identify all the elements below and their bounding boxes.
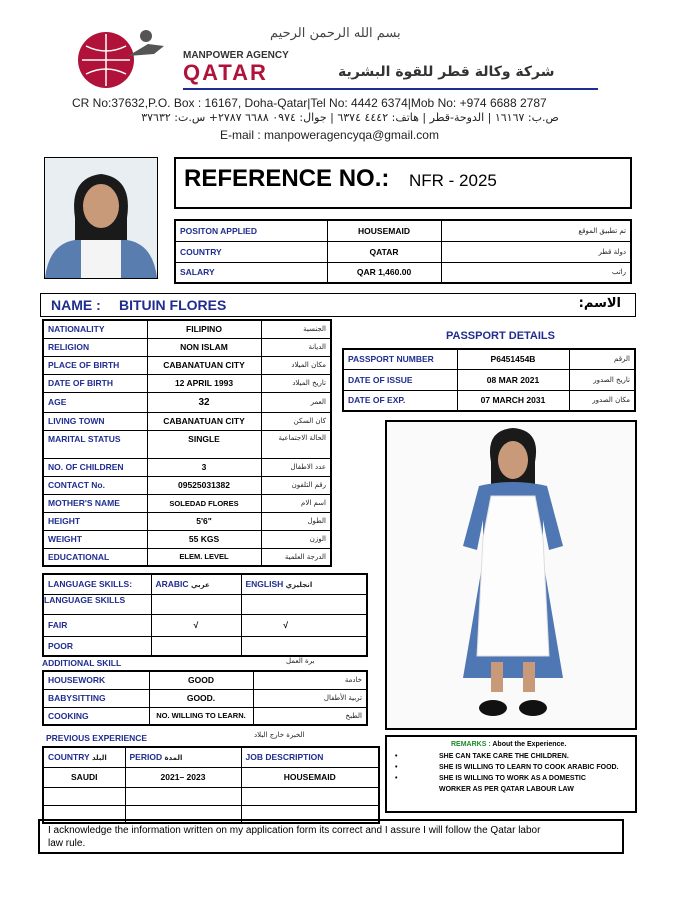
living-town-value: CABANATUAN CITY [147,412,261,430]
passport-title: PASSPORT DETAILS [446,330,555,342]
language-table [42,573,368,657]
passport-number-label: PASSPORT NUMBER [343,349,457,369]
fair-arabic-check: √ [151,614,241,636]
mother-value: SOLEDAD FLORES [147,494,261,512]
table-row [343,390,635,411]
skills-title-arabic: برة العمل [286,657,315,665]
housework-label: HOUSEWORK [43,671,149,689]
position-table [174,219,632,284]
cooking-arabic: الطبخ [253,707,367,725]
agency-name-line2: QATAR [183,60,268,85]
housework-value: GOOD [149,671,253,689]
table-row [43,512,331,530]
religion-label: RELIGION [43,338,147,356]
english-label: ENGLISH [245,579,284,590]
poor-english-check [241,636,367,656]
table-row [43,548,331,566]
country-header-label: COUNTRY [48,752,90,763]
expiry-date-value: 07 MARCH 2031 [457,390,569,411]
table-row [43,574,367,594]
nationality-arabic: الجنسية [261,320,331,338]
weight-arabic: الوزن [261,530,331,548]
country-arabic: دولة قطر [441,241,631,262]
remarks-box [385,735,637,813]
birthplace-label: PLACE OF BIRTH [43,356,147,374]
country-label: COUNTRY [175,241,327,262]
expiry-date-arabic: مكان الصدور [569,390,635,411]
poor-label: POOR [43,636,151,656]
full-body-photo [385,420,637,730]
contact-value: 09525031382 [147,476,261,494]
birthdate-label: DATE OF BIRTH [43,374,147,392]
table-row [43,458,331,476]
exp-job: HOUSEMAID [241,767,379,787]
skills-title: ADDITIONAL SKILL [42,658,122,668]
mother-arabic: اسم الام [261,494,331,512]
education-label: EDUCATIONAL [43,548,147,566]
exp-country: SAUDI [43,767,125,787]
religion-value: NON ISLAM [147,338,261,356]
remarks-title: REMARKS : [451,741,491,748]
exp-period: 2021– 2023 [125,767,241,787]
education-arabic: الدرجة العلمية [261,548,331,566]
height-arabic: الطول [261,512,331,530]
children-label: NO. OF CHILDREN [43,458,147,476]
table-row [43,671,367,689]
table-row [43,787,379,805]
fair-english-check: √ [241,614,367,636]
period-header-arabic: المدة [164,754,183,763]
remark-text: SHE IS WILLING TO WORK AS A DOMESTIC WORKER AS PER QATAR LABOUR LAW [439,775,586,793]
table-row [43,374,331,392]
contact-arabic: رقم التلفون [261,476,331,494]
name-value: BITUIN FLORES [119,297,227,313]
salary-label: SALARY [175,262,327,283]
table-row [43,320,331,338]
issue-date-label: DATE OF ISSUE [343,369,457,390]
table-row [343,349,635,369]
housework-arabic: خادمة [253,671,367,689]
agency-email: E-mail : manpoweragencyqa@gmail.com [220,128,439,142]
table-row [43,494,331,512]
experience-table [42,746,380,824]
passport-table [342,348,636,412]
children-value: 3 [147,458,261,476]
header-divider [183,88,598,90]
position-label: POSITON APPLIED [175,220,327,241]
table-row [175,241,631,262]
remark-text: SHE CAN TAKE CARE THE CHILDREN. [439,753,569,760]
religion-arabic: الديانة [261,338,331,356]
remark-text: SHE IS WILLING TO LEARN TO COOK ARABIC FOOD. [439,764,619,771]
remarks-list [395,751,619,795]
position-value: HOUSEMAID [327,220,441,241]
fair-label: FAIR [43,614,151,636]
acknowledgement-box [38,819,624,854]
contact-english: CR No:37632,P.O. Box : 16167, Doha-Qatar|Tel No: 4442 6374|Mob No: +974 6688 2787 [72,96,547,110]
table-row [43,689,367,707]
passport-photo [44,157,158,279]
passport-number-value: P6451454B [457,349,569,369]
marital-value: SINGLE [147,430,261,458]
table-row [43,356,331,374]
marital-arabic: الحالة الاجتماعية [261,430,331,458]
experience-title-arabic: الخبرة خارج البلاد [254,731,305,739]
marital-label: MARITAL STATUS [43,430,147,458]
name-arabic: الاسم: [578,296,621,311]
country-header-arabic: البلد [91,754,107,763]
passport-number-arabic: الرقم [569,349,635,369]
language-header: LANGUAGE SKILLS: [43,574,151,594]
issue-date-value: 08 MAR 2021 [457,369,569,390]
arabic-label-ar: عربي [190,581,210,590]
english-column-header [241,574,367,594]
nationality-label: NATIONALITY [43,320,147,338]
birthdate-arabic: تاريخ الميلاد [261,374,331,392]
remarks-heading [451,741,566,748]
table-row [43,530,331,548]
table-row [43,594,367,614]
experience-title: PREVIOUS EXPERIENCE [46,733,148,743]
agency-name-line1: MANPOWER AGENCY [183,50,289,61]
table-row [43,476,331,494]
arabic-label: ARABIC [155,579,189,590]
weight-value: 55 KGS [147,530,261,548]
arabic-column-header [151,574,241,594]
mother-label: MOTHER'S NAME [43,494,147,512]
remarks-subtitle: About the Experience. [492,741,567,748]
table-row [43,747,379,767]
period-header-label: PERIOD [129,752,163,763]
contact-arabic: ص.ب: ١٦١٦٧ | الدوحة-قطر | هاتف: ٤٤٤٢ ٦٣٧٤ | جوال: ٠٩٧٤ ٦٦٨٨ ٢٧٨٧+ س.ت: ٣٧٦٣٢ [141,111,559,124]
table-row [43,767,379,787]
reference-box [174,157,632,209]
language-subheader: LANGUAGE SKILLS [43,594,151,614]
babysitting-label: BABYSITTING [43,689,149,707]
name-label: NAME : [51,297,101,313]
nationality-value: FILIPINO [147,320,261,338]
education-value: ELEM. LEVEL [147,548,261,566]
babysitting-value: GOOD. [149,689,253,707]
table-row [43,430,331,458]
salary-arabic: راتب [441,262,631,283]
poor-arabic-check [151,636,241,656]
issue-date-arabic: تاريخ الصدور [569,369,635,390]
table-row [43,392,331,412]
period-column-header [125,747,241,767]
table-row [43,614,367,636]
acknowledgement-text: I acknowledge the information written on my application form its correct and I assure I will follow the Qatar labor law rule. [48,825,541,849]
reference-value: NFR - 2025 [409,171,497,190]
birthdate-value: 12 APRIL 1993 [147,374,261,392]
weight-label: WEIGHT [43,530,147,548]
age-value: 32 [147,392,261,412]
birthplace-value: CABANATUAN CITY [147,356,261,374]
calligraphy: بسم الله الرحمن الرحيم [270,26,401,41]
table-row [43,707,367,725]
table-row [43,636,367,656]
contact-label: CONTACT No. [43,476,147,494]
expiry-date-label: DATE OF EXP. [343,390,457,411]
agency-name-arabic: شركة وكالة قطر للقوة البشرية [338,64,555,80]
list-item: • SHE IS WILLING TO WORK AS A DOMESTIC WORKER AS PER QATAR LABOUR LAW [395,773,619,795]
name-box [40,293,636,317]
table-row [43,412,331,430]
living-town-arabic: كان السكن [261,412,331,430]
children-arabic: عدد الاطفال [261,458,331,476]
living-town-label: LIVING TOWN [43,412,147,430]
personal-table [42,319,332,567]
cooking-label: COOKING [43,707,149,725]
height-label: HEIGHT [43,512,147,530]
babysitting-arabic: تربية الأطفال [253,689,367,707]
table-row [43,338,331,356]
age-label: AGE [43,392,147,412]
birthplace-arabic: مكان الميلاد [261,356,331,374]
table-row [175,220,631,241]
height-value: 5'6" [147,512,261,530]
country-value: QATAR [327,241,441,262]
cooking-value: NO. WILLING TO LEARN. [149,707,253,725]
country-column-header [43,747,125,767]
list-item: • SHE CAN TAKE CARE THE CHILDREN. [395,753,569,760]
position-arabic: تم تطبيق الموقع [441,220,631,241]
job-column-header: JOB DESCRIPTION [241,747,379,767]
salary-value: QAR 1,460.00 [327,262,441,283]
english-label-ar: انجليزي [285,581,313,590]
agency-logo [68,26,180,90]
age-arabic: العمر [261,392,331,412]
table-row [175,262,631,283]
table-row [343,369,635,390]
list-item: • SHE IS WILLING TO LEARN TO COOK ARABIC FOOD. [395,764,619,771]
skills-table [42,670,368,726]
reference-label: REFERENCE NO.: [184,165,390,192]
